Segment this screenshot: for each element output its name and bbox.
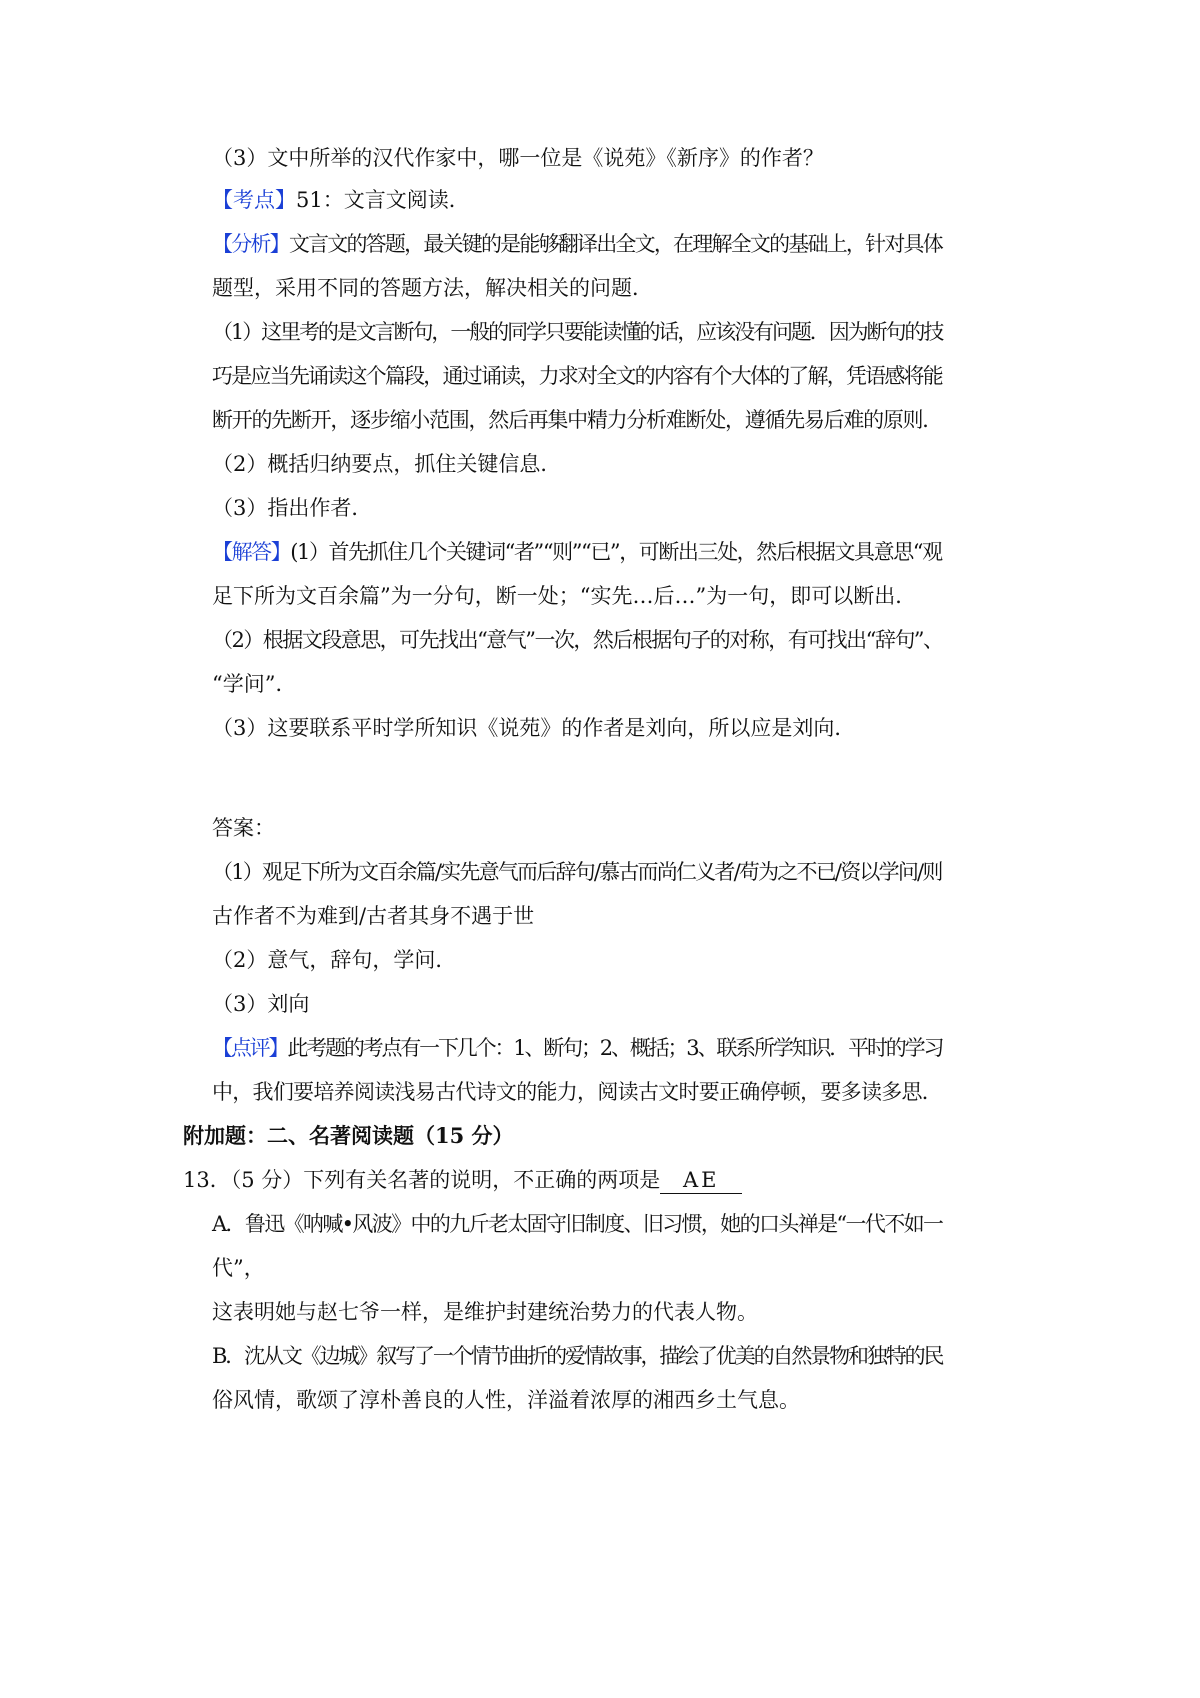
answer-1-line-2: 古作者不为难到/古者其身不遇于世 [212,904,535,928]
answer-label: 答案： [212,816,275,840]
answer-3: （3）刘向 [212,992,310,1016]
fenxi-p3: （3）指出作者． [212,496,373,520]
option-a-line-2: 代”， [212,1256,265,1280]
jieda-p3: （3）这要联系平时学所知识《说苑》的作者是刘向，所以应是刘向． [212,716,856,740]
dianping-text-1: 此考题的考点有一下几个：1、断句；2、概括；3、联系所学知识．平时的学习 [287,1036,943,1060]
option-b-line-1: B．沈从文《边城》叙写了一个情节曲折的爱情故事，描绘了优美的自然景物和独特的民 [212,1344,943,1368]
question-13-text: 13．（5 分）下列有关名著的说明，不正确的两项是 [183,1168,661,1192]
jieda-tag: 【解答】 [212,540,291,564]
dianping-line-2: 中，我们要培养阅读浅易古代诗文的能力，阅读古文时要正确停顿，要多读多思． [212,1080,943,1104]
option-b-line-2: 俗风情，歌颂了淳朴善良的人性，洋溢着浓厚的湘西乡土气息。 [212,1388,800,1412]
fenxi-p1-line-2: 巧是应当先诵读这个篇段，通过诵读，力求对全文的内容有个大体的了解，凭语感将能 [212,364,942,388]
option-a-line-3: 这表明她与赵七爷一样，是维护封建统治势力的代表人物。 [212,1300,758,1324]
kaodian-text: 51：文言文阅读． [296,188,470,212]
fenxi-p1-line-3: 断开的先断开，逐步缩小范围，然后再集中精力分析难断处，遵循先易后难的原则． [212,408,943,432]
jieda-p2-line-2: “学问”． [212,672,297,696]
section-title: 附加题：二、名著阅读题（15 分） [183,1123,514,1148]
kaodian-line [212,185,470,215]
fenxi-line-1 [212,229,942,259]
question-3: （3）文中所举的汉代作家中，哪一位是《说苑》《新序》的作者？ [212,146,824,170]
dianping-tag: 【点评】 [212,1036,288,1060]
fenxi-text-1: 文言文的答题，最关键的是能够翻译出全文，在理解全文的基础上，针对具体 [288,232,942,256]
option-a-line-1: A．鲁迅《呐喊•风波》中的九斤老太固守旧制度、旧习惯，她的口头禅是“一代不如一 [212,1212,943,1236]
jieda-line-1 [212,537,942,567]
jieda-p2-line-1: （2）根据文段意思，可先找出“意气”一次，然后根据句子的对称，有可找出“辞句”、 [212,628,943,652]
fenxi-p2: （2）概括归纳要点，抓住关键信息． [212,452,562,476]
answer-1-line-1: （1）观足下所为文百余篇/实先意气而后辞句/慕古而尚仁义者/苟为之不已/资以学问/则 [212,860,942,884]
fenxi-tag: 【分析】 [212,232,289,256]
fenxi-p1-line-1: （1）这里考的是文言断句，一般的同学只要能读懂的话，应该没有问题．因为断句的技 [212,320,943,344]
dianping-line-1 [212,1033,942,1063]
jieda-line-2: 足下所为文百余篇”为一分句，断一处；“实先…后…”为一句，即可以断出． [212,584,917,608]
answer-2: （2）意气，辞句，学问． [212,948,457,972]
jieda-text-1: (1）首先抓住几个关键词“者”“则”“已”，可断出三处，然后根据文具意思“观 [290,540,942,564]
answer-blank: AE [660,1167,742,1194]
fenxi-line-2: 题型，采用不同的答题方法，解决相关的问题． [212,276,653,300]
question-13-stem [183,1165,742,1195]
kaodian-tag: 【考点】 [212,188,296,212]
